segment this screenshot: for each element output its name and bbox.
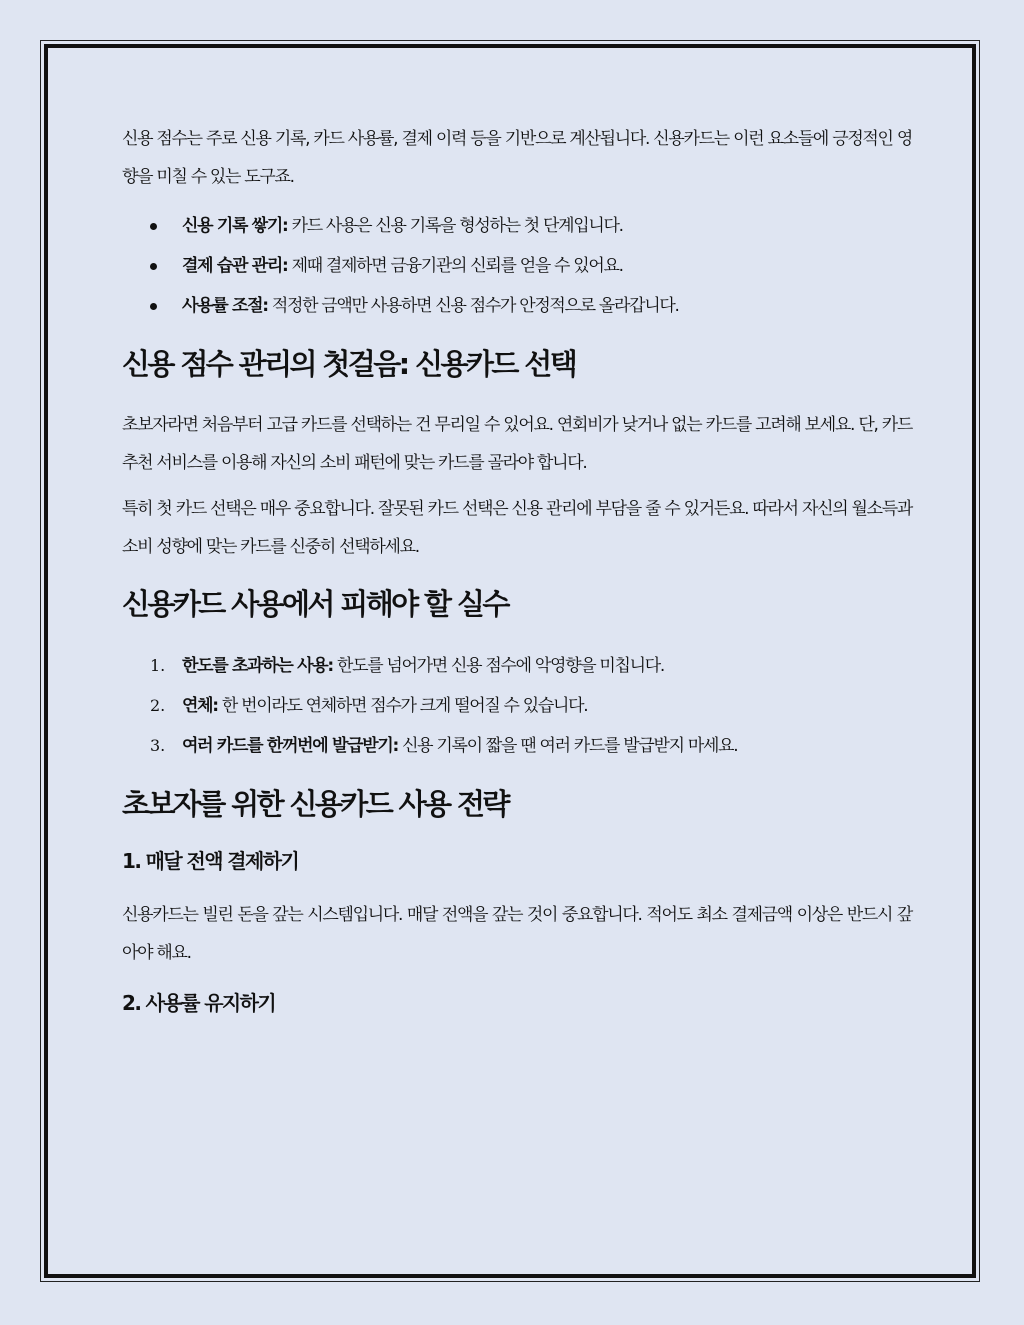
bullet-dot-icon xyxy=(150,223,157,230)
list-item-term: 한도를 초과하는 사용: xyxy=(182,656,333,676)
bullet-dot-icon xyxy=(150,263,157,270)
list-item xyxy=(122,646,912,686)
list-item xyxy=(122,686,912,726)
document-body xyxy=(122,120,912,1038)
section-heading-mistakes: 신용카드 사용에서 피해야 할 실수 xyxy=(122,587,508,621)
bullet-dot-icon xyxy=(150,303,157,310)
list-item-term: 신용 기록 쌓기: xyxy=(182,216,288,236)
list-item-term: 사용률 조절: xyxy=(182,296,268,316)
list-item-term: 여러 카드를 한꺼번에 발급받기: xyxy=(182,736,398,756)
list-item-number: 3. xyxy=(150,736,166,755)
mistakes-list xyxy=(122,646,912,766)
subheading-full-payment: 1. 매달 전액 결제하기 xyxy=(122,849,299,873)
subheading-utilization: 2. 사용률 유지하기 xyxy=(122,991,276,1015)
list-item-text: 한 번이라도 연체하면 점수가 크게 떨어질 수 있습니다. xyxy=(221,696,588,716)
list-item xyxy=(122,726,912,766)
intro-paragraph: 신용 점수는 주로 신용 기록, 카드 사용률, 결제 이력 등을 기반으로 계산됩니다. 신용카드는 이런 요소들에 긍정적인 영향을 미칠 수 있는 도구죠. xyxy=(122,129,912,187)
section-heading-card-selection: 신용 점수 관리의 첫걸음: 신용카드 선택 xyxy=(122,347,576,381)
list-item xyxy=(122,286,912,326)
list-item-text: 카드 사용은 신용 기록을 형성하는 첫 단계입니다. xyxy=(291,216,623,236)
card-selection-paragraph-1: 초보자라면 처음부터 고급 카드를 선택하는 건 무리일 수 있어요. 연회비가 낮거나 없는 카드를 고려해 보세요. 단, 카드 추천 서비스를 이용해 자신의 소비 패턴에 맞는 카드를 골라야 합니다. xyxy=(122,415,912,473)
full-payment-paragraph: 신용카드는 빌린 돈을 갚는 시스템입니다. 매달 전액을 갚는 것이 중요합니다. 적어도 최소 결제금액 이상은 반드시 갚아야 해요. xyxy=(122,905,912,963)
list-item xyxy=(122,206,912,246)
list-item-term: 결제 습관 관리: xyxy=(182,256,288,276)
credit-factors-list xyxy=(122,206,912,326)
section-heading-strategy: 초보자를 위한 신용카드 사용 전략 xyxy=(122,787,508,821)
list-item-term: 연체: xyxy=(182,696,218,716)
list-item-number: 1. xyxy=(150,656,166,675)
list-item-text: 한도를 넘어가면 신용 점수에 악영향을 미칩니다. xyxy=(336,656,665,676)
list-item-text: 신용 기록이 짧을 땐 여러 카드를 발급받지 마세요. xyxy=(402,736,738,756)
list-item xyxy=(122,246,912,286)
list-item-number: 2. xyxy=(150,696,166,715)
list-item-text: 제때 결제하면 금융기관의 신뢰를 얻을 수 있어요. xyxy=(291,256,623,276)
card-selection-paragraph-2: 특히 첫 카드 선택은 매우 중요합니다. 잘못된 카드 선택은 신용 관리에 부담을 줄 수 있거든요. 따라서 자신의 월소득과 소비 성향에 맞는 카드를 신중히 선택하세요. xyxy=(122,499,912,557)
list-item-text: 적정한 금액만 사용하면 신용 점수가 안정적으로 올라갑니다. xyxy=(271,296,679,316)
